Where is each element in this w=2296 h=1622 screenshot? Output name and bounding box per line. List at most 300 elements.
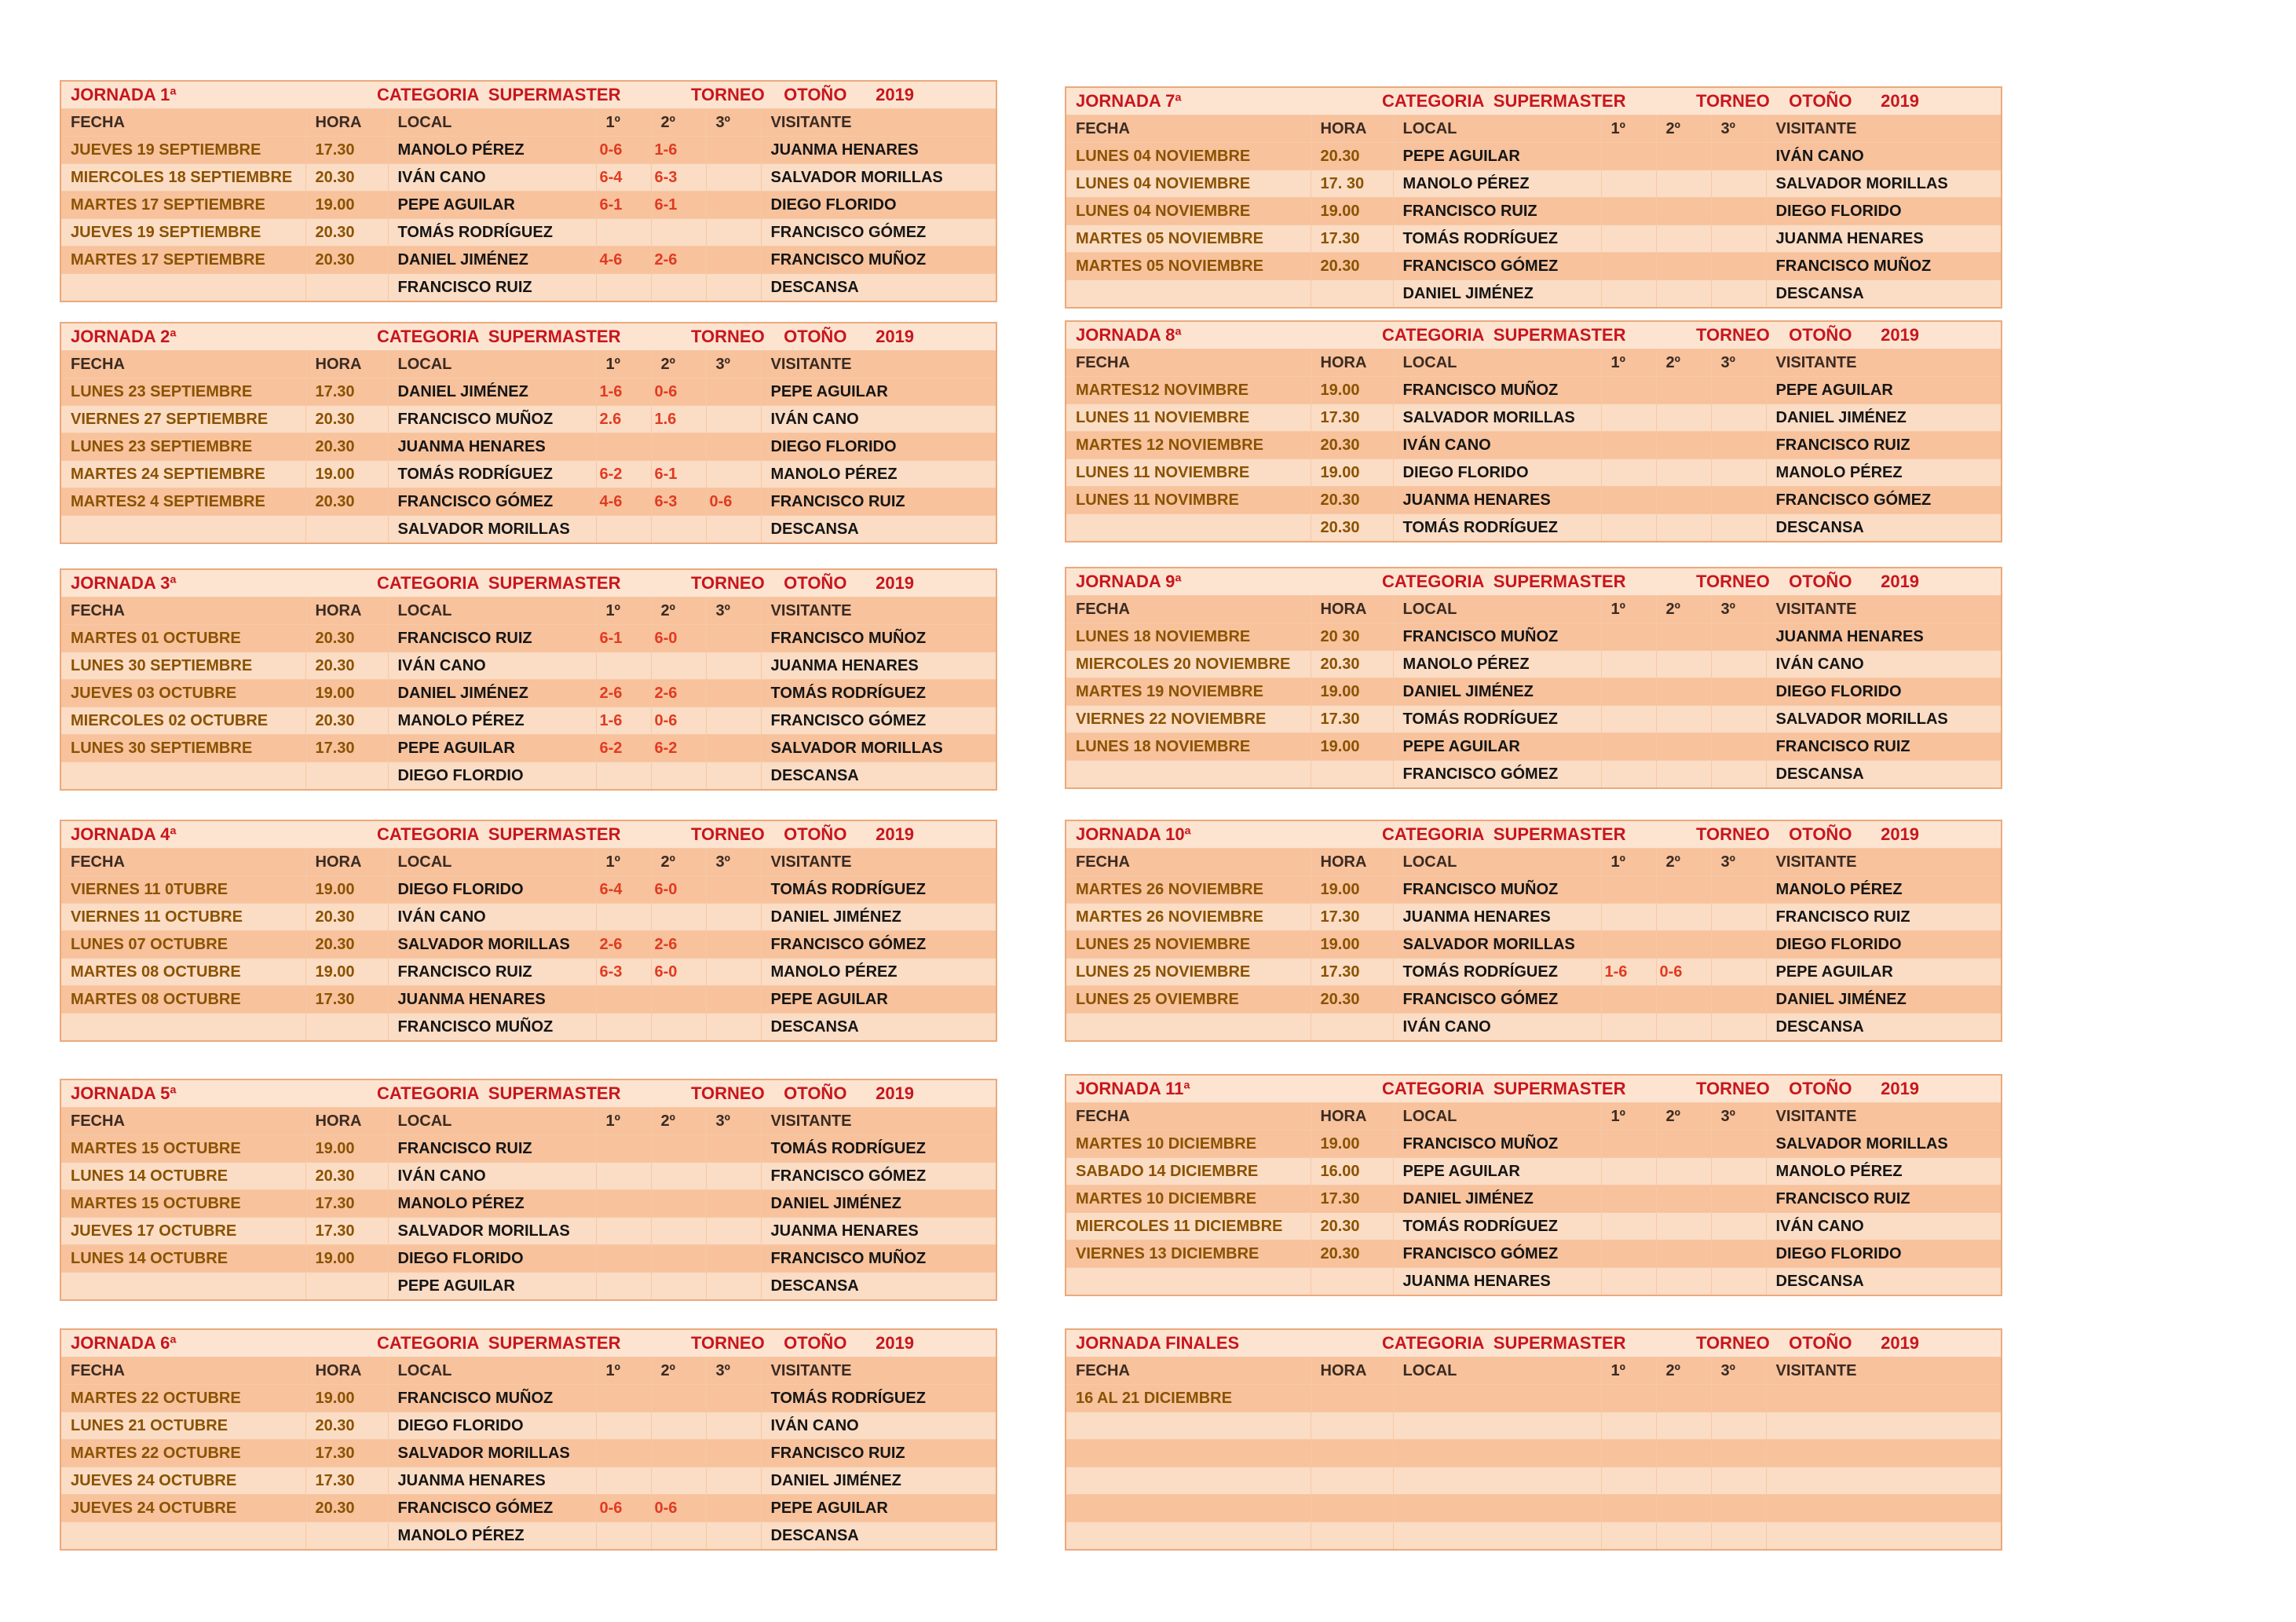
local-player: FRANCISCO GÓMEZ — [1393, 1240, 1601, 1268]
local-player: PEPE AGUILAR — [388, 1273, 596, 1301]
set1-score — [1601, 1240, 1656, 1268]
column-header-set2: 2º — [651, 597, 706, 625]
column-header-hora: HORA — [305, 351, 388, 378]
visitor-player: TOMÁS RODRÍGUEZ — [761, 1385, 996, 1412]
set2-score — [1656, 225, 1711, 253]
match-row — [60, 516, 996, 544]
local-player: DANIEL JIMÉNEZ — [388, 247, 596, 274]
set3-score — [1711, 225, 1766, 253]
local-player — [1393, 1440, 1601, 1467]
set2-score — [1656, 1131, 1711, 1158]
column-header-set2: 2º — [1656, 596, 1711, 623]
visitor-player: DESCANSA — [761, 1273, 996, 1301]
visitor-player: FRANCISCO MUÑOZ — [1766, 253, 2002, 280]
jornada-title-row — [60, 1080, 996, 1108]
visitor-player: FRANCISCO GÓMEZ — [761, 931, 996, 959]
column-header-fecha: FECHA — [1066, 849, 1311, 876]
header-row — [60, 597, 996, 625]
column-header-hora: HORA — [305, 109, 388, 137]
match-row — [1066, 904, 2002, 931]
match-time: 17. 30 — [1311, 170, 1393, 198]
match-row — [60, 1495, 996, 1522]
set1-score — [1601, 487, 1656, 514]
visitor-player: DESCANSA — [761, 516, 996, 544]
set2-score — [651, 516, 706, 544]
set1-score — [1601, 1158, 1656, 1185]
match-time: 19.00 — [1311, 1131, 1393, 1158]
set3-score — [1711, 876, 1766, 904]
column-header-set1: 1º — [596, 351, 651, 378]
set2-score — [1656, 1495, 1711, 1522]
match-row — [1066, 225, 2002, 253]
local-player: PEPE AGUILAR — [1393, 733, 1601, 761]
match-time: 19.00 — [1311, 876, 1393, 904]
torneo-label: TORNEO OTOÑO 2019 — [691, 327, 915, 346]
set1-score — [596, 274, 651, 302]
column-header-fecha: FECHA — [60, 597, 305, 625]
match-time: 17.30 — [1311, 225, 1393, 253]
match-date — [1066, 280, 1311, 309]
jornada-title-row — [1066, 1075, 2002, 1103]
match-time: 19.00 — [305, 1385, 388, 1412]
set3-score — [706, 707, 761, 735]
visitor-player: JUANMA HENARES — [1766, 225, 2002, 253]
set2-score — [1656, 198, 1711, 225]
match-time: 19.00 — [305, 680, 388, 707]
visitor-player: DIEGO FLORIDO — [1766, 931, 2002, 959]
set3-score — [1711, 931, 1766, 959]
set1-score — [1601, 931, 1656, 959]
set3-score — [706, 652, 761, 680]
set2-score: 1.6 — [651, 406, 706, 433]
set1-score: 4-6 — [596, 247, 651, 274]
set3-score — [706, 274, 761, 302]
match-date: MARTES 08 OCTUBRE — [60, 986, 305, 1014]
set1-score — [1601, 1495, 1656, 1522]
match-date: MARTES 12 NOVIEMBRE — [1066, 432, 1311, 459]
header-row — [60, 351, 996, 378]
column-header-hora: HORA — [305, 1357, 388, 1385]
match-date: MARTES 15 OCTUBRE — [60, 1135, 305, 1163]
jornada-title-row — [1066, 1329, 2002, 1357]
set1-score — [1601, 1440, 1656, 1467]
header-row — [1066, 596, 2002, 623]
match-row — [1066, 706, 2002, 733]
column-header-set2: 2º — [651, 849, 706, 876]
visitor-player: DANIEL JIMÉNEZ — [761, 1190, 996, 1218]
set2-score: 6-3 — [651, 488, 706, 516]
visitor-player: JUANMA HENARES — [761, 652, 996, 680]
match-time: 17.30 — [305, 137, 388, 164]
visitor-player: DESCANSA — [1766, 1014, 2002, 1042]
set3-score — [1711, 514, 1766, 542]
match-date: LUNES 14 OCTUBRE — [60, 1163, 305, 1190]
match-date: LUNES 30 SEPTIEMBRE — [60, 652, 305, 680]
match-row — [60, 931, 996, 959]
set1-score — [1601, 733, 1656, 761]
set3-score — [1711, 1440, 1766, 1467]
match-row — [1066, 1185, 2002, 1213]
set1-score — [596, 219, 651, 247]
column-header-visitante: VISITANTE — [1766, 1103, 2002, 1131]
local-player: PEPE AGUILAR — [388, 735, 596, 762]
set1-score — [1601, 1268, 1656, 1296]
match-row — [60, 1218, 996, 1245]
local-player: FRANCISCO RUIZ — [388, 959, 596, 986]
set1-score: 6-2 — [596, 461, 651, 488]
match-row — [1066, 1213, 2002, 1240]
match-time: 20.30 — [1311, 487, 1393, 514]
match-date: JUEVES 24 OCTUBRE — [60, 1495, 305, 1522]
set3-score — [706, 461, 761, 488]
set1-score — [596, 1467, 651, 1495]
set2-score — [1656, 931, 1711, 959]
visitor-player: DANIEL JIMÉNEZ — [1766, 404, 2002, 432]
column-header-fecha: FECHA — [1066, 1103, 1311, 1131]
match-date: MARTES 17 SEPTIEMBRE — [60, 192, 305, 219]
match-date — [1066, 1522, 1311, 1551]
set1-score — [596, 762, 651, 791]
match-row — [60, 680, 996, 707]
set3-score — [1711, 143, 1766, 170]
column-header-set1: 1º — [596, 109, 651, 137]
category-label: CATEGORIA SUPERMASTER — [377, 85, 621, 104]
set3-score — [706, 762, 761, 791]
column-header-set3: 3º — [1711, 849, 1766, 876]
category-label: CATEGORIA SUPERMASTER — [1382, 1079, 1626, 1098]
local-player: DIEGO FLORIDO — [388, 876, 596, 904]
set3-score — [706, 378, 761, 406]
set1-score — [1601, 678, 1656, 706]
visitor-player: TOMÁS RODRÍGUEZ — [761, 680, 996, 707]
match-date: LUNES 04 NOVIEMBRE — [1066, 170, 1311, 198]
set3-score — [706, 876, 761, 904]
column-header-local: LOCAL — [388, 1357, 596, 1385]
set2-score — [651, 1245, 706, 1273]
local-player: MANOLO PÉREZ — [1393, 170, 1601, 198]
column-header-set3: 3º — [706, 109, 761, 137]
local-player: IVÁN CANO — [388, 164, 596, 192]
local-player: PEPE AGUILAR — [388, 192, 596, 219]
match-row — [60, 219, 996, 247]
visitor-player: PEPE AGUILAR — [761, 1495, 996, 1522]
jornada-title-row — [60, 323, 996, 351]
match-date: LUNES 30 SEPTIEMBRE — [60, 735, 305, 762]
set2-score — [1656, 1385, 1711, 1412]
category-label: CATEGORIA SUPERMASTER — [377, 327, 621, 346]
jornada-title-row — [60, 81, 996, 109]
match-date: MARTES 19 NOVIEMBRE — [1066, 678, 1311, 706]
jornada-title-row — [60, 569, 996, 597]
column-header-fecha: FECHA — [60, 1108, 305, 1135]
set2-score — [1656, 487, 1711, 514]
match-date: MARTES 22 OCTUBRE — [60, 1385, 305, 1412]
column-header-fecha: FECHA — [60, 1357, 305, 1385]
local-player: FRANCISCO GÓMEZ — [1393, 761, 1601, 789]
local-player: SALVADOR MORILLAS — [1393, 404, 1601, 432]
match-row — [60, 1467, 996, 1495]
visitor-player: FRANCISCO MUÑOZ — [761, 625, 996, 652]
column-header-visitante: VISITANTE — [761, 1357, 996, 1385]
visitor-player: FRANCISCO MUÑOZ — [761, 1245, 996, 1273]
set1-score — [596, 1522, 651, 1551]
visitor-player: FRANCISCO RUIZ — [1766, 904, 2002, 931]
match-time: 19.00 — [305, 1245, 388, 1273]
category-label: CATEGORIA SUPERMASTER — [377, 824, 621, 844]
match-date: VIERNES 22 NOVIEMBRE — [1066, 706, 1311, 733]
set3-score — [1711, 959, 1766, 986]
visitor-player: SALVADOR MORILLAS — [761, 164, 996, 192]
match-time: 17.30 — [305, 735, 388, 762]
local-player: DANIEL JIMÉNEZ — [1393, 280, 1601, 309]
set2-score: 6-2 — [651, 735, 706, 762]
set2-score — [651, 274, 706, 302]
set1-score: 6-1 — [596, 192, 651, 219]
local-player: TOMÁS RODRÍGUEZ — [1393, 706, 1601, 733]
match-date: MARTES 08 OCTUBRE — [60, 959, 305, 986]
local-player: FRANCISCO RUIZ — [388, 625, 596, 652]
jornada-table — [1065, 1074, 2002, 1296]
local-player: SALVADOR MORILLAS — [388, 516, 596, 544]
local-player: FRANCISCO GÓMEZ — [388, 1495, 596, 1522]
match-date: LUNES 21 OCTUBRE — [60, 1412, 305, 1440]
local-player: SALVADOR MORILLAS — [1393, 931, 1601, 959]
match-date: LUNES 07 OCTUBRE — [60, 931, 305, 959]
local-player — [1393, 1412, 1601, 1440]
match-row — [60, 625, 996, 652]
match-date — [60, 1014, 305, 1042]
set2-score: 0-6 — [1656, 959, 1711, 986]
jornada-title: JORNADA 10ª — [1076, 824, 1191, 844]
match-row — [1066, 678, 2002, 706]
set1-score — [596, 1218, 651, 1245]
match-time: 19.00 — [1311, 733, 1393, 761]
local-player: TOMÁS RODRÍGUEZ — [1393, 1213, 1601, 1240]
local-player: DANIEL JIMÉNEZ — [388, 378, 596, 406]
set1-score: 6-1 — [596, 625, 651, 652]
match-date: MARTES 26 NOVIEMBRE — [1066, 904, 1311, 931]
match-date: LUNES 11 NOVIMBRE — [1066, 487, 1311, 514]
match-row — [1066, 1268, 2002, 1296]
set1-score: 0-6 — [596, 137, 651, 164]
visitor-player: MANOLO PÉREZ — [761, 461, 996, 488]
local-player: TOMÁS RODRÍGUEZ — [1393, 514, 1601, 542]
category-label: CATEGORIA SUPERMASTER — [377, 1083, 621, 1103]
match-date: LUNES 25 OVIEMBRE — [1066, 986, 1311, 1014]
jornada-title: JORNADA 9ª — [1076, 572, 1182, 591]
local-player — [1393, 1495, 1601, 1522]
set3-score — [1711, 986, 1766, 1014]
visitor-player — [1766, 1440, 2002, 1467]
set3-score — [1711, 253, 1766, 280]
column-header-set1: 1º — [1601, 596, 1656, 623]
match-row — [60, 959, 996, 986]
match-row — [60, 164, 996, 192]
match-date: JUEVES 03 OCTUBRE — [60, 680, 305, 707]
set2-score — [1656, 280, 1711, 309]
match-date: MARTES 01 OCTUBRE — [60, 625, 305, 652]
set3-score — [1711, 1412, 1766, 1440]
set3-score — [1711, 170, 1766, 198]
visitor-player: IVÁN CANO — [1766, 1213, 2002, 1240]
local-player: FRANCISCO RUIZ — [1393, 198, 1601, 225]
set3-score — [706, 1135, 761, 1163]
visitor-player: DESCANSA — [1766, 761, 2002, 789]
visitor-player: IVÁN CANO — [1766, 651, 2002, 678]
match-time — [305, 516, 388, 544]
match-time: 20.30 — [305, 219, 388, 247]
match-row — [1066, 1522, 2002, 1551]
set2-score — [1656, 986, 1711, 1014]
column-header-hora: HORA — [1311, 1357, 1393, 1385]
match-row — [1066, 170, 2002, 198]
match-row — [1066, 253, 2002, 280]
match-time: 17.30 — [1311, 959, 1393, 986]
match-row — [60, 461, 996, 488]
local-player: MANOLO PÉREZ — [388, 1190, 596, 1218]
set2-score — [1656, 1158, 1711, 1185]
match-date: MARTES 05 NOVIEMBRE — [1066, 253, 1311, 280]
jornada-title: JORNADA 6ª — [71, 1333, 177, 1353]
column-header-set2: 2º — [651, 1357, 706, 1385]
category-label: CATEGORIA SUPERMASTER — [1382, 91, 1626, 111]
column-header-set2: 2º — [1656, 349, 1711, 377]
set3-score — [1711, 1213, 1766, 1240]
visitor-player: DIEGO FLORIDO — [761, 192, 996, 219]
jornada-table — [60, 322, 997, 544]
match-time: 20.30 — [305, 1495, 388, 1522]
visitor-player: JUANMA HENARES — [761, 137, 996, 164]
local-player: DANIEL JIMÉNEZ — [1393, 1185, 1601, 1213]
category-label: CATEGORIA SUPERMASTER — [377, 1333, 621, 1353]
column-header-visitante: VISITANTE — [761, 849, 996, 876]
match-date: MIERCOLES 18 SEPTIEMBRE — [60, 164, 305, 192]
torneo-label: TORNEO OTOÑO 2019 — [1696, 325, 1920, 345]
match-row — [60, 1014, 996, 1042]
column-header-visitante: VISITANTE — [761, 351, 996, 378]
match-date — [1066, 514, 1311, 542]
match-date: MARTES 22 OCTUBRE — [60, 1440, 305, 1467]
local-player — [1393, 1522, 1601, 1551]
match-row — [1066, 1385, 2002, 1412]
torneo-label: TORNEO OTOÑO 2019 — [1696, 91, 1920, 111]
set2-score — [1656, 253, 1711, 280]
visitor-player: SALVADOR MORILLAS — [1766, 170, 2002, 198]
set3-score — [706, 247, 761, 274]
match-time: 20.30 — [305, 931, 388, 959]
column-header-set1: 1º — [1601, 1357, 1656, 1385]
column-header-hora: HORA — [1311, 596, 1393, 623]
visitor-player: JUANMA HENARES — [761, 1218, 996, 1245]
column-header-local: LOCAL — [1393, 115, 1601, 143]
match-time: 17.30 — [305, 1218, 388, 1245]
column-header-visitante: VISITANTE — [761, 597, 996, 625]
torneo-label: TORNEO OTOÑO 2019 — [691, 824, 915, 844]
visitor-player — [1766, 1467, 2002, 1495]
column-header-set1: 1º — [1601, 1103, 1656, 1131]
category-label: CATEGORIA SUPERMASTER — [1382, 572, 1626, 591]
set3-score — [1711, 1268, 1766, 1296]
match-row — [60, 1412, 996, 1440]
local-player: IVÁN CANO — [388, 652, 596, 680]
match-date — [1066, 1268, 1311, 1296]
column-header-local: LOCAL — [388, 351, 596, 378]
match-date — [1066, 761, 1311, 789]
match-row — [60, 1522, 996, 1551]
match-row — [1066, 432, 2002, 459]
match-row — [1066, 651, 2002, 678]
column-header-visitante: VISITANTE — [761, 109, 996, 137]
match-time: 17.30 — [305, 1190, 388, 1218]
visitor-player: DIEGO FLORIDO — [1766, 1240, 2002, 1268]
set3-score — [706, 625, 761, 652]
match-row — [60, 1440, 996, 1467]
set3-score — [706, 192, 761, 219]
column-header-set3: 3º — [706, 849, 761, 876]
local-player: TOMÁS RODRÍGUEZ — [388, 219, 596, 247]
local-player: IVÁN CANO — [1393, 432, 1601, 459]
match-time — [1311, 280, 1393, 309]
set1-score: 6-3 — [596, 959, 651, 986]
match-date: LUNES 23 SEPTIEMBRE — [60, 433, 305, 461]
visitor-player: DANIEL JIMÉNEZ — [761, 904, 996, 931]
match-date — [1066, 1467, 1311, 1495]
set1-score — [596, 904, 651, 931]
set1-score: 2-6 — [596, 931, 651, 959]
local-player: JUANMA HENARES — [388, 1467, 596, 1495]
match-date: LUNES 18 NOVIEMBRE — [1066, 733, 1311, 761]
match-time — [305, 1014, 388, 1042]
visitor-player: MANOLO PÉREZ — [1766, 876, 2002, 904]
visitor-player: FRANCISCO RUIZ — [761, 1440, 996, 1467]
jornada-table — [60, 1079, 997, 1301]
jornada-title-row — [1066, 321, 2002, 349]
set2-score — [651, 762, 706, 791]
local-player: JUANMA HENARES — [1393, 487, 1601, 514]
jornada-title: JORNADA 7ª — [1076, 91, 1182, 111]
local-player: FRANCISCO GÓMEZ — [388, 488, 596, 516]
column-header-fecha: FECHA — [60, 351, 305, 378]
match-time: 19.00 — [1311, 931, 1393, 959]
set3-score — [706, 516, 761, 544]
column-header-set2: 2º — [1656, 1357, 1711, 1385]
set3-score — [1711, 1185, 1766, 1213]
local-player: JUANMA HENARES — [1393, 1268, 1601, 1296]
set2-score — [1656, 706, 1711, 733]
category-label: CATEGORIA SUPERMASTER — [377, 573, 621, 593]
match-time: 19.00 — [305, 959, 388, 986]
local-player: DANIEL JIMÉNEZ — [388, 680, 596, 707]
category-label: CATEGORIA SUPERMASTER — [1382, 1333, 1626, 1353]
local-player: IVÁN CANO — [388, 904, 596, 931]
column-header-local: LOCAL — [1393, 1357, 1601, 1385]
local-player: JUANMA HENARES — [388, 433, 596, 461]
match-time: 17.30 — [1311, 1185, 1393, 1213]
match-date: VIERNES 11 0TUBRE — [60, 876, 305, 904]
match-row — [1066, 931, 2002, 959]
set3-score — [706, 1440, 761, 1467]
match-date: MARTES 15 OCTUBRE — [60, 1190, 305, 1218]
match-row — [60, 1190, 996, 1218]
torneo-label: TORNEO OTOÑO 2019 — [691, 1333, 915, 1353]
set3-score — [706, 680, 761, 707]
visitor-player: SALVADOR MORILLAS — [1766, 1131, 2002, 1158]
match-row — [1066, 143, 2002, 170]
set1-score — [596, 1412, 651, 1440]
column-header-hora: HORA — [1311, 849, 1393, 876]
match-date: MARTES 24 SEPTIEMBRE — [60, 461, 305, 488]
local-player: FRANCISCO GÓMEZ — [1393, 253, 1601, 280]
